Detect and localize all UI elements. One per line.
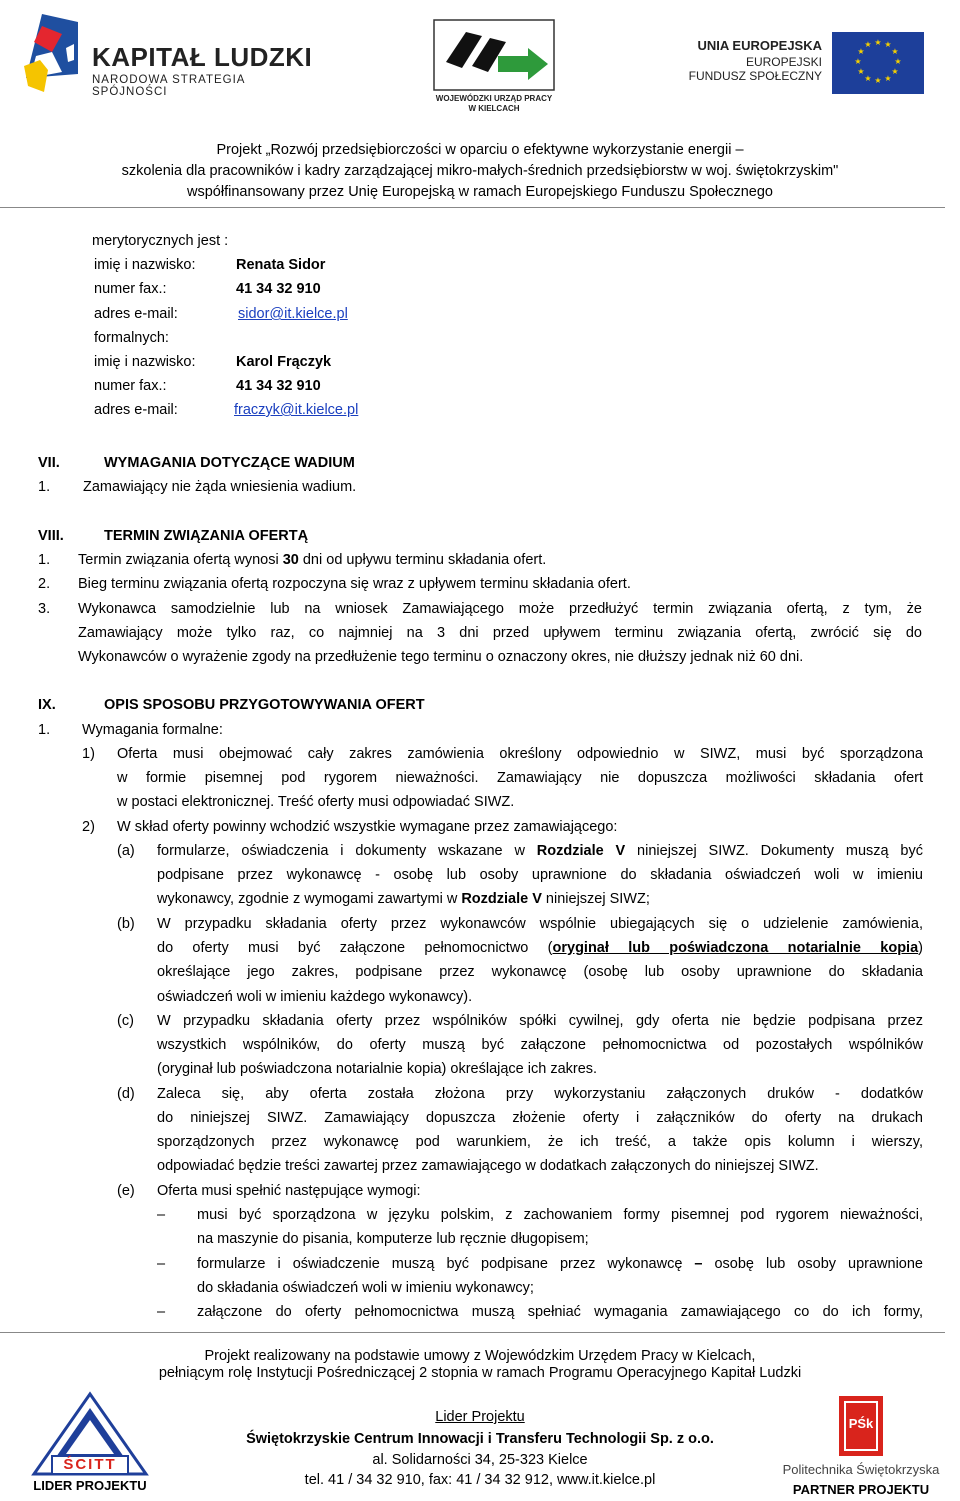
footer-line1: Projekt realizowany na podstawie umowy z Wojewódzkim Urzędem Pracy w Kielcach,: [204, 1348, 756, 1364]
wup-name-line1: WOJEWÓDZKI URZĄD PRACY: [435, 94, 553, 103]
footer-address: al. Solidarności 34, 25-323 Kielce: [372, 1452, 588, 1468]
sub-c-number: (c): [117, 1013, 134, 1029]
politechnika-emblem-text: PŚk: [848, 1416, 874, 1431]
svg-text:★: ★: [857, 47, 865, 56]
section8-p3-line1: Wykonawca samodzielnie lub na wniosek Zamawiającego może przedłużyć termin związania ofertą, z tym, że: [78, 601, 922, 617]
eu-logo: [688, 32, 948, 94]
person1-email-label: adres e-mail:: [94, 306, 178, 322]
project-title-line2: szkolenia dla pracowników i kadry zarządzającej mikro-małych-średnich przedsiębiorstw w woj. świętokrzyskim": [121, 163, 839, 179]
project-title-line3: współfinansowany przez Unię Europejską w ramach Europejskiego Funduszu Społecznego: [187, 184, 773, 200]
svg-text:★: ★: [894, 57, 902, 66]
item1-line2: w formie pisemnej pod rygorem nieważności. Zamawiający nie dopuszcza możliwości składania ofert: [117, 770, 923, 786]
section8-number: VIII.: [38, 528, 64, 544]
bullet-dash: –: [157, 1256, 166, 1272]
sub-b-line4: oświadczeń woli w imieniu każdego wykonawcy).: [157, 989, 473, 1005]
section9-title: OPIS SPOSOBU PRZYGOTOWYWANIA OFERT: [104, 697, 425, 713]
formal-label: formalnych:: [94, 330, 169, 346]
sub-d-line3: sporządzonych przez wykonawcę pod warunkiem, że ich treść, a także opis kolumn i wierszy,: [157, 1134, 923, 1150]
contacts-intro: merytorycznych jest :: [92, 233, 229, 249]
svg-text:★: ★: [891, 67, 899, 76]
eu-title: UNIA EUROPEJSKA: [697, 38, 822, 53]
item1-number: 1): [82, 746, 95, 762]
svg-text:★: ★: [864, 40, 872, 49]
person1-name: Renata Sidor: [236, 257, 326, 273]
bullet3-line1: załączone do oferty pełnomocnictwa muszą spełniać wymagania zamawiającego co do ich formy,: [197, 1304, 923, 1320]
sub-c-line2: wszystkich wspólników, do oferty muszą być załączone pełnomocnictwa od pozostałych wspólników: [157, 1037, 923, 1053]
sub-c-line1: W przypadku składania oferty przez wspólników spółki cywilnej, gdy oferta nie będzie podpisana przez: [157, 1013, 923, 1029]
sub-e-line1: Oferta musi spełnić następujące wymogi:: [157, 1183, 421, 1199]
eu-flag-icon: [832, 32, 924, 94]
sub-b-line1: W przypadku składania oferty przez wykonawców wspólnie ubiegających się o udzielenie zamówienia,: [157, 916, 923, 932]
person1-fax-label: numer fax.:: [94, 281, 167, 297]
person1-email-link[interactable]: sidor@it.kielce.pl: [238, 306, 348, 322]
item2-number: 2): [82, 819, 95, 835]
person2-email-label: adres e-mail:: [94, 402, 178, 418]
bullet-dash: –: [157, 1304, 166, 1320]
svg-text:★: ★: [884, 40, 892, 49]
person2-email-link[interactable]: fraczyk@it.kielce.pl: [234, 402, 359, 418]
sub-b-line3: określające jego zakres, podpisane przez wykonawcę (osobę lub osoby uprawnione do składania: [157, 964, 923, 980]
scitt-name: ŚCITT: [63, 1456, 117, 1473]
person2-name-label: imię i nazwisko:: [94, 354, 196, 370]
section8-p3-number: 3.: [38, 601, 51, 617]
wup-emblem-icon: [432, 18, 556, 92]
svg-text:★: ★: [874, 76, 882, 85]
item1-line1: Oferta musi obejmować cały zakres zamówienia określony odpowiednio w SIWZ, musi być sporządzona: [117, 746, 923, 762]
sub-a-number: (a): [117, 843, 135, 859]
sub-e-number: (e): [117, 1183, 135, 1199]
footer-company: Świętokrzyskie Centrum Innowacji i Transferu Technologii Sp. z o.o.: [246, 1431, 714, 1447]
kapital-ludzki-logo: [22, 12, 322, 100]
svg-text:★: ★: [857, 67, 865, 76]
section8-p3-line2: Zamawiający może tylko raz, co najmniej na 3 dni przed upływem terminu związania ofertą, zwrócić się do: [78, 625, 922, 641]
section8-p1: Termin związania ofertą wynosi 30 dni od upływu terminu składania ofert.: [78, 552, 547, 568]
bullet2-line2: do składania oświadczeń woli w imieniu wykonawcy;: [197, 1280, 534, 1296]
scitt-lider-projektu: LIDER PROJEKTU: [33, 1478, 147, 1493]
footer-divider: [0, 1332, 945, 1333]
person2-name: Karol Frączyk: [236, 354, 332, 370]
section8-title: TERMIN ZWIĄZANIA OFERTĄ: [104, 528, 309, 544]
svg-text:★: ★: [854, 57, 862, 66]
svg-text:★: ★: [891, 47, 899, 56]
politechnika-logo: [770, 1394, 952, 1498]
sub-d-line4: odpowiadać będzie treści zawartej przez zamawiającego w dodatkach załączonych do niniejszej SIWZ.: [157, 1158, 819, 1174]
person1-name-label: imię i nazwisko:: [94, 257, 196, 273]
sub-c-line3: (oryginał lub poświadczona notarialnie kopia) określające ich zakres.: [157, 1061, 598, 1077]
wup-name-line2: W KIELCACH: [468, 104, 520, 113]
sub-a-line3: wykonawcy, zgodnie z wymogami zawartymi w Rozdziale V niniejszej SIWZ;: [157, 891, 650, 907]
sub-b-line2: do oferty musi być załączone pełnomocnictwo (oryginał lub poświadczona notarialnie kopia): [157, 940, 923, 956]
project-title-line1: Projekt „Rozwój przedsiębiorczości w oparciu o efektywne wykorzystanie energii –: [216, 142, 744, 158]
sub-d-number: (d): [117, 1086, 135, 1102]
sub-a-line1: formularze, oświadczenia i dokumenty wskazane w Rozdziale V niniejszej SIWZ. Dokumenty muszą być: [157, 843, 923, 859]
section7-p1-number: 1.: [38, 479, 51, 495]
section7-title: WYMAGANIA DOTYCZĄCE WADIUM: [104, 455, 355, 471]
header-divider: [0, 207, 945, 208]
svg-text:★: ★: [874, 38, 882, 47]
person2-fax: 41 34 32 910: [236, 378, 321, 394]
bullet-dash: –: [157, 1207, 166, 1223]
kapital-ludzki-title: KAPITAŁ LUDZKI: [92, 42, 313, 72]
wup-logo: [432, 18, 556, 113]
sub-b-number: (b): [117, 916, 135, 932]
svg-text:★: ★: [884, 74, 892, 83]
bullet2-line1: formularze i oświadczenie muszą być podpisane przez wykonawcę – osobę lub osoby uprawnione: [197, 1256, 923, 1272]
item1-line3: w postaci elektronicznej. Treść oferty musi odpowiadać SIWZ.: [117, 794, 515, 810]
section8-p2: Bieg terminu związania ofertą rozpoczyna się wraz z upływem terminu składania ofert.: [78, 576, 631, 592]
section8-p1-number: 1.: [38, 552, 51, 568]
section9-number: IX.: [38, 697, 56, 713]
section7-number: VII.: [38, 455, 60, 471]
kapital-ludzki-emblem-icon: [22, 12, 82, 100]
item2-text: W skład oferty powinny wchodzić wszystkie wymagane przez zamawiającego:: [117, 819, 618, 835]
section9-p1-number: 1.: [38, 722, 51, 738]
sub-d-line1: Zaleca się, aby oferta została złożona przy wykorzystaniu załączonych druków - dodatków: [157, 1086, 923, 1102]
bullet1-line2: na maszynie do pisania, komputerze lub ręcznie długopisem;: [197, 1231, 589, 1247]
politechnika-name: Politechnika Świętokrzyska: [782, 1462, 940, 1477]
section8-p2-number: 2.: [38, 576, 51, 592]
footer-line2: pełniącym rolę Instytucji Pośredniczącej 2 stopnia w ramach Programu Operacyjnego Kapitał Ludzki: [158, 1365, 802, 1381]
sub-d-line2: do niniejszej SIWZ. Zamawiający dopuszcza złożenie oferty i załączników do oferty na drukach: [157, 1110, 923, 1126]
kapital-ludzki-subtitle: NARODOWA STRATEGIA SPÓJNOŚCI: [92, 74, 245, 98]
person1-fax: 41 34 32 910: [236, 281, 321, 297]
bullet1-line1: musi być sporządzona w języku polskim, z zachowaniem formy pisemnej pod rygorem nieważności,: [197, 1207, 923, 1223]
sub-a-line2: podpisane przez wykonawcę - osobę lub osoby uprawnione do składania oświadczeń woli w imieniu: [157, 867, 923, 883]
section7-p1: Zamawiający nie żąda wniesienia wadium.: [83, 479, 357, 495]
politechnika-partner-projektu: PARTNER PROJEKTU: [792, 1482, 930, 1497]
footer-contact: tel. 41 / 34 32 910, fax: 41 / 34 32 912, www.it.kielce.pl: [304, 1472, 656, 1488]
person2-fax-label: numer fax.:: [94, 378, 167, 394]
section9-p1: Wymagania formalne:: [82, 722, 223, 738]
eu-line2: EUROPEJSKI: [745, 55, 822, 69]
svg-text:★: ★: [864, 74, 872, 83]
scitt-logo: [20, 1390, 160, 1498]
footer-lider-label: Lider Projektu: [435, 1409, 525, 1425]
section8-p3-line3: Wykonawców o wyrażenie zgody na przedłużenie tego terminu o oznaczony okres, nie dłuższy jednak niż 60 dni.: [78, 649, 804, 665]
eu-line3: FUNDUSZ SPOŁECZNY: [688, 69, 822, 83]
